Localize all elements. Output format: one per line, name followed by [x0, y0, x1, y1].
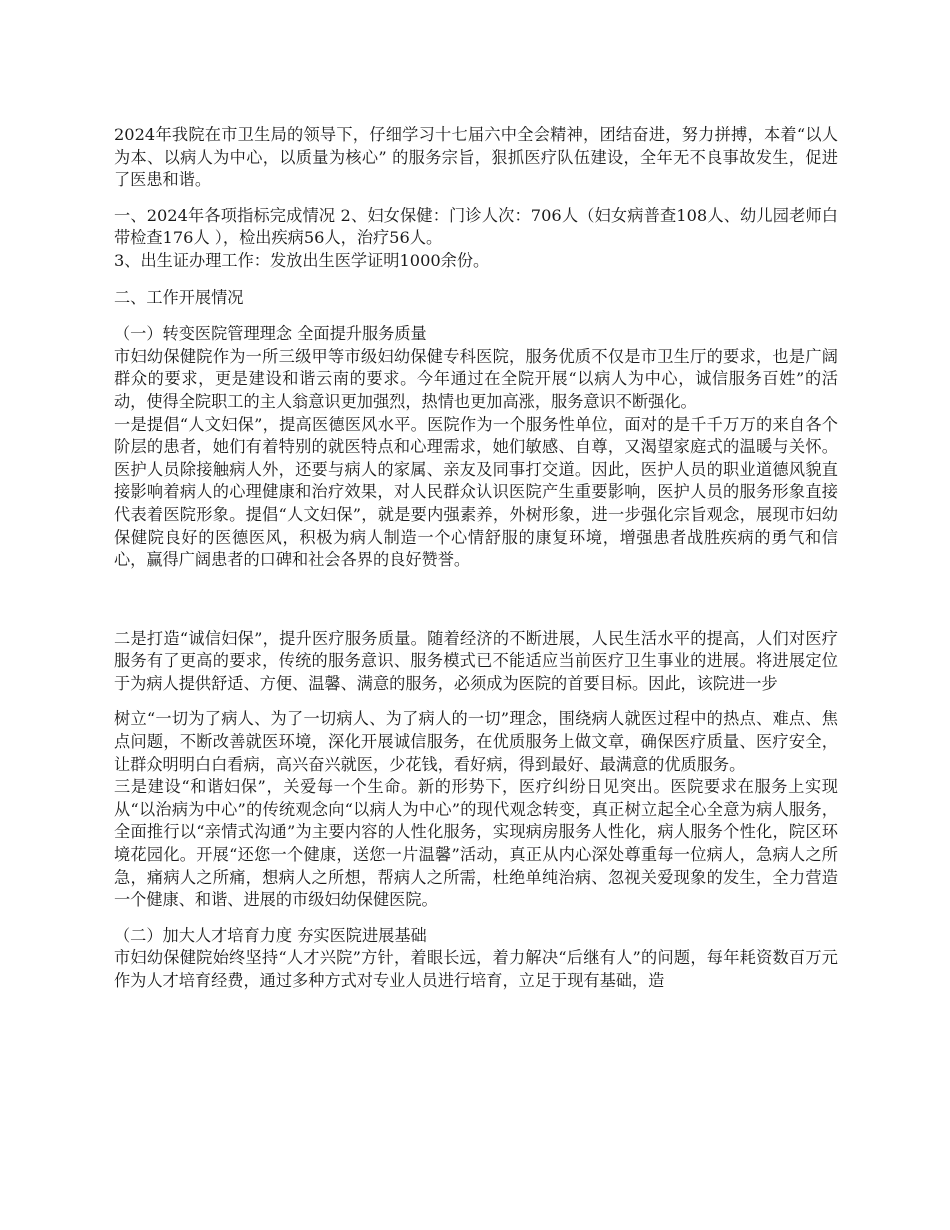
- subsection-heading-1: （一）转变医院管理理念 全面提升服务质量: [114, 324, 427, 344]
- management-paragraph: 市妇幼保健院作为一所三级甲等市级妇幼保健专科医院，服务优质不仅是市卫生厅的要求，也是广阔群众的要求，更是建设和谐云南的要求。今年通过在全院开展“以病人为中心，诚信服务百姓”的活动，使得全院职工的主人翁意识更加强烈，热情也更加高涨，服务意识不断强化。: [114, 346, 838, 411]
- humanistic-paragraph: 一是提倡“人文妇保”，提高医德医风水平。医院作为一个服务性单位，面对的是千千万万的来自各个阶层的患者，她们有着特别的就医特点和心理需求，她们敏感、自尊，又渴望家庭式的温暖与关怀。医护人员除接触病人外，还要与病人的家属、亲友及同事打交道。因此，医护人员的职业道德风貌直接影响着病人的心理健康和治疗效果，对人民群众认识医院产生重要影响，医护人员的服务形象直接代表着医院形象。提倡“人文妇保”，就是要内强素养，外树形象，进一步强化宗旨观念，展现市妇幼保健院良好的医德医风，积极为病人制造一个心情舒服的康复环境，增强患者战胜疾病的勇气和信心，赢得广阔患者的口碑和社会各界的良好赞誉。: [114, 414, 838, 570]
- patient-first-paragraph: 树立“一切为了病人、为了一切病人、为了病人的一切”理念，围绕病人就医过程中的热点、难点、焦点问题，不断改善就医环境，深化开展诚信服务，在优质服务上做文章，确保医疗质量、医疗安全，让群众明明白白看病，高兴奋兴就医，少花钱，看好病，得到最好、最满意的优质服务。: [114, 709, 838, 774]
- birth-certificate-paragraph: 3、出生证办理工作：发放出生医学证明1000余份。: [114, 250, 490, 270]
- subsection-heading-2: （二）加大人才培育力度 夯实医院进展基础: [114, 925, 427, 945]
- talent-paragraph: 市妇幼保健院始终坚持“人才兴院”方针，着眼长远，着力解决“后继有人”的问题，每年耗资数百万元作为人才培育经费，通过多种方式对专业人员进行培育，立足于现有基础，造: [114, 948, 838, 990]
- intro-paragraph: 2024年我院在市卫生局的领导下，仔细学习十七届六中全会精神，团结奋进，努力拼搏，本着“以人为本、以病人为中心，以质量为核心” 的服务宗旨，狠抓医疗队伍建设，全年无不良事故发生，促进了医患和谐。: [114, 125, 838, 190]
- integrity-paragraph: 二是打造“诚信妇保”，提升医疗服务质量。随着经济的不断进展，人民生活水平的提高，人们对医疗服务有了更高的要求，传统的服务意识、服务模式已不能适应当前医疗卫生事业的进展。将进展定位于为病人提供舒适、方便、温馨、满意的服务，必须成为医院的首要目标。因此，该院进一步: [114, 628, 838, 693]
- harmony-paragraph: 三是建设“和谐妇保”，关爱每一个生命。新的形势下，医疗纠纷日见突出。医院要求在服务上实现从“以治病为中心”的传统观念向“以病人为中心”的现代观念转变，真正树立起全心全意为病人服务，全面推行以“亲情式沟通”为主要内容的人性化服务，实现病房服务人性化，病人服务个性化，院区环境花园化。开展“还您一个健康，送您一片温馨”活动，真正从内心深处尊重每一位病人，急病人之所急，痛病人之所痛，想病人之所想，帮病人之所需，杜绝单纯治病、忽视关爱现象的发生，全力营造一个健康、和谐、进展的市级妇幼保健医院。: [114, 777, 838, 910]
- section-heading-work: 二、工作开展情况: [114, 287, 244, 307]
- indicators-paragraph: 一、2024年各项指标完成情况 2、妇女保健：门诊人次：706人（妇女病普查108人、幼儿园老师白带检查176人 ），检出疾病56人，治疗56人。: [114, 205, 838, 248]
